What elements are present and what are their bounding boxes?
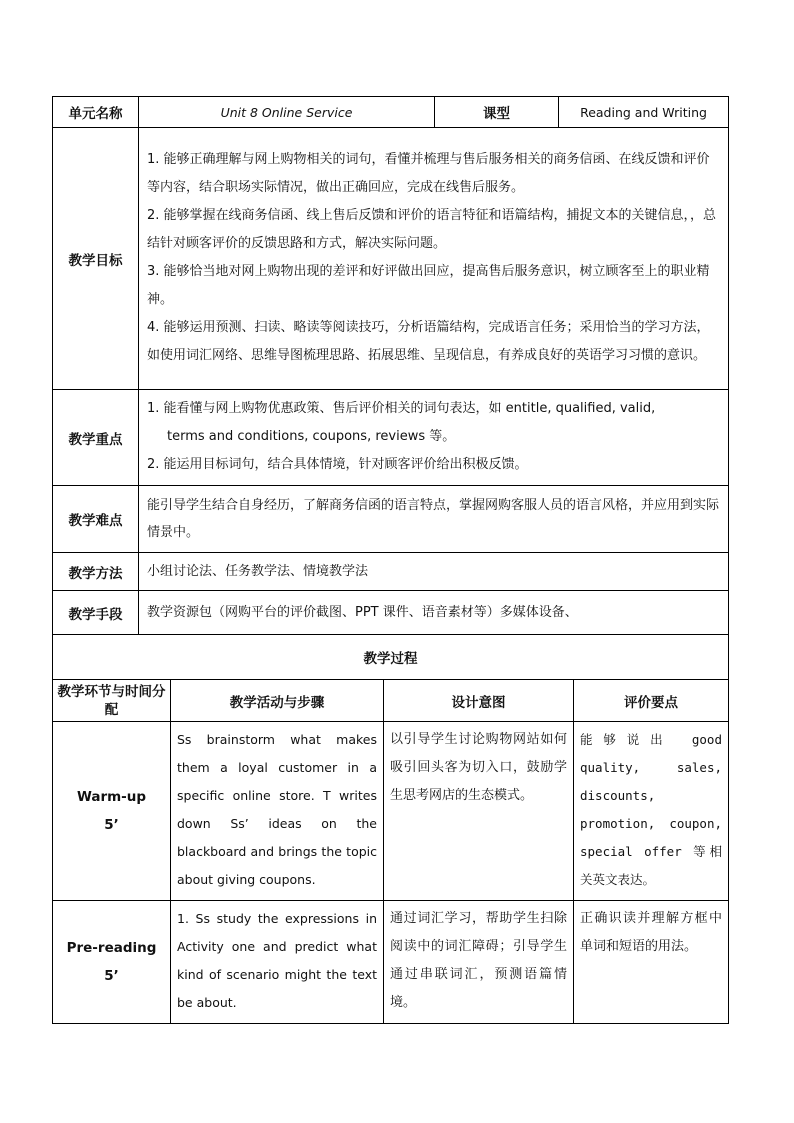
course-type-value: Reading and Writing	[559, 97, 729, 128]
unit-name-value: Unit 8 Online Service	[139, 97, 435, 128]
goals-content	[139, 128, 729, 390]
evaluation-cell: 正确识读并理解方框中单词和短语的用法。	[574, 901, 729, 1024]
stage-name: Warm-up	[76, 789, 147, 805]
activity-cell: 1. Ss study the expressions in Activity one and predict what kind of scenario might the text be about.	[171, 901, 384, 1024]
means-label: 教学手段	[53, 591, 139, 635]
difficulties-row	[53, 486, 729, 553]
methods-content: 小组讨论法、任务教学法、情境教学法	[139, 553, 729, 591]
lesson-plan-page	[52, 96, 728, 1024]
course-type-label: 课型	[435, 97, 559, 128]
header-activities: 教学活动与步骤	[171, 680, 384, 722]
key-points-row	[53, 390, 729, 486]
stage-time: 5’	[104, 817, 119, 833]
process-row-prereading	[53, 901, 729, 1024]
goal-item: 3. 能够恰当地对网上购物出现的差评和好评做出回应，提高售后服务意识，树立顾客至上的职业精神。	[147, 264, 710, 307]
design-cell: 以引导学生讨论购物网站如何吸引回头客为切入口，鼓励学生思考网店的生态模式。	[384, 722, 574, 901]
key-point-item: 2. 能运用目标词句，结合具体情境，针对顾客评价给出积极反馈。	[147, 456, 528, 472]
process-table	[52, 634, 729, 1024]
means-content: 教学资源包（网购平台的评价截图、PPT 课件、语音素材等）多媒体设备、	[139, 591, 729, 635]
key-points-label: 教学重点	[53, 390, 139, 486]
difficulties-label: 教学难点	[53, 486, 139, 553]
goals-label: 教学目标	[53, 128, 139, 390]
header-stage-time: 教学环节与时间分配	[53, 680, 171, 722]
header-design: 设计意图	[384, 680, 574, 722]
process-row-warmup	[53, 722, 729, 901]
goal-item: 1. 能够正确理解与网上购物相关的词句，看懂并梳理与售后服务相关的商务信函、在线反馈和评价等内容，结合职场实际情况，做出正确回应，完成在线售后服务。	[147, 152, 710, 195]
difficulties-content: 能引导学生结合自身经历，了解商务信函的语言特点，掌握网购客服人员的语言风格，并应用到实际情景中。	[139, 486, 729, 553]
unit-name-label: 单元名称	[53, 97, 139, 128]
process-title-row	[53, 635, 729, 680]
process-title: 教学过程	[53, 635, 729, 680]
goal-item: 4. 能够运用预测、扫读、略读等阅读技巧，分析语篇结构，完成语言任务；采用恰当的学习方法，如使用词汇网络、思维导图梳理思路、拓展思维、呈现信息，有养成良好的英语学习习惯的意识。	[147, 320, 710, 363]
activity-cell: Ss brainstorm what makes them a loyal customer in a specific online store. T writes down Ss’ ideas on the blackboard and brings the topic about giving coupons.	[171, 722, 384, 901]
header-evaluation: 评价要点	[574, 680, 729, 722]
goal-item: 2. 能够掌握在线商务信函、线上售后反馈和评价的语言特征和语篇结构，捕捉文本的关键信息，，总结针对顾客评价的反馈思路和方式，解决实际问题。	[147, 208, 717, 251]
design-cell: 通过词汇学习，帮助学生扫除阅读中的词汇障碍；引导学生通过串联词汇，预测语篇情境。	[384, 901, 574, 1024]
key-points-content	[139, 390, 729, 486]
key-point-item: 1. 能看懂与网上购物优惠政策、售后评价相关的词句表达，如 entitle, qualified, valid,	[147, 400, 656, 416]
key-point-item-cont: terms and conditions, coupons, reviews 等。	[167, 428, 456, 444]
goals-row	[53, 128, 729, 390]
stage-time: 5’	[104, 968, 119, 984]
overview-table	[52, 96, 729, 635]
stage-name: Pre-reading	[66, 940, 157, 956]
stage-cell	[53, 722, 171, 901]
process-header-row	[53, 680, 729, 722]
methods-label: 教学方法	[53, 553, 139, 591]
unit-row	[53, 97, 729, 128]
methods-row	[53, 553, 729, 591]
means-row	[53, 591, 729, 635]
evaluation-cell: 能够说出 good quality, sales, discounts, promotion, coupon, special offer 等相关英文表达。	[574, 722, 729, 901]
stage-cell	[53, 901, 171, 1024]
